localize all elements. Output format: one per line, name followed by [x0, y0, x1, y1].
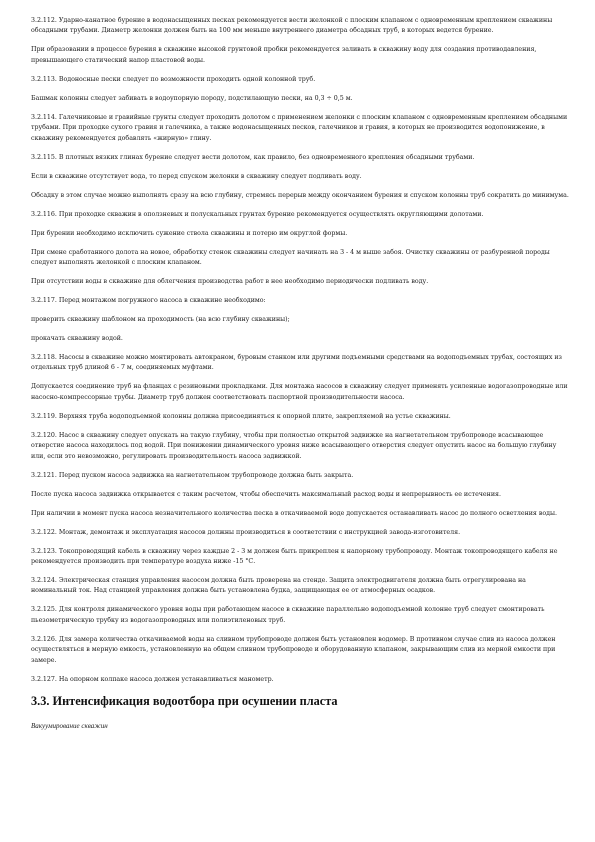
section-heading-3-3: 3.3. Интенсификация водоотбора при осушении пласта — [31, 693, 338, 708]
paragraph-bit-change: При смене сработанного долота на новое, обработку стенок скважины следует начинать на 3 - 4 м выше забоя. Очистку скважины от разбуренной породы следует выполнять желонкой с плоским клапаном. — [31, 248, 550, 267]
paragraph-3-2-119: 3.2.119. Верхняя труба водоподъемной колонны должна присоединяться к опорной плите, закрепляемой на устье скважины. — [31, 412, 451, 420]
paragraph-counterpressure: При образовании в процессе бурения в скважине высокой грунтовой пробки рекомендуется заливать в скважину воду для создания противодавления, превышающего статический напор пластовой воды. — [31, 46, 537, 64]
paragraph-add-water: Если в скважине отсутствует вода, то перед спуском желонки в скважину следует подливать воду. — [31, 172, 362, 180]
paragraph-flange-joints: Допускается соединение труб на фланцах с резиновыми прокладками. Для монтажа насосов в скважину следует применять усиленные водогазопроводные или насосно-компрессорные трубы. Диаметр труб должен соответствовать паспортной производительности насоса. — [31, 383, 568, 401]
paragraph-3-2-127: 3.2.127. На опорном колпаке насоса должен устанавливаться манометр. — [31, 675, 274, 683]
paragraph-3-2-120: 3.2.120. Насос в скважину следует опускать на такую глубину, чтобы при полностью открытой задвижке на нагнетательном трубопроводе всасывающее отверстие насоса находилось под водой. При понижении динамического уровня ниже всасывающего отверстия следует опустить насос на большую глубину или, если это невозможно, регулировать производительность насоса задвижкой. — [31, 431, 557, 460]
paragraph-3-2-122: 3.2.122. Монтаж, демонтаж и эксплуатация насосов должны производиться в соответствии с инструкцией завода-изготовителя. — [31, 528, 461, 536]
paragraph-flush-well: прокачать скважину водой. — [31, 335, 123, 343]
paragraph-3-2-117: 3.2.117. Перед монтажом погружного насоса в скважине необходимо: — [31, 297, 266, 305]
paragraph-3-2-123: 3.2.123. Токопроводящий кабель в скважину через каждые 2 - 3 м должен быть прикреплен к напорному трубопроводу. Монтаж токопроводящего кабеля не рекомендуется производить при температуре воздуха ниже -15 °С. — [31, 547, 558, 566]
paragraph-3-2-113: 3.2.113. Водоносные пески следует по возможности проходить одной колонной труб. — [31, 75, 316, 83]
paragraph-sand-presence: При наличии в момент пуска насоса незначительного количества песка в откачиваемой воде допускается останавливать насос до полного осветления воды. — [31, 509, 557, 517]
paragraph-valve-opening: После пуска насоса задвижка открывается с таким расчетом, чтобы обеспечить максимальный расход воды и непрерывность ее истечения. — [31, 490, 501, 498]
paragraph-3-2-124: 3.2.124. Электрическая станция управления насосом должна быть проверена на стенде. Защита электродвигателя должна быть отрегулирована на номинальный ток. Над станцией управления должна быть установлена будка, защищающая ее от атмосферных осадков. — [31, 577, 526, 595]
paragraph-casing-shoe: Башмак колонны следует забивать в водоупорную породу, подстилающую пески, на 0,3 ÷ 0,5 м. — [31, 94, 353, 102]
paragraph-3-2-115: 3.2.115. В плотных вязких глинах бурение следует вести долотом, как правило, без одновременного крепления обсадными трубами. — [31, 153, 475, 161]
paragraph-check-template: проверить скважину шаблоном на проходимость (на всю глубину скважины); — [31, 316, 290, 324]
paragraph-3-2-112: 3.2.112. Ударно-канатное бурение в водонасыщенных песках рекомендуется вести желонкой с плоским клапаном с одновременным креплением скважины обсадными трубами. Диаметр желонки должен быть на 100 мм меньше внутреннего диаметра обсадных труб, в которых ведется бурение. — [31, 17, 553, 35]
document-body — [31, 16, 571, 731]
paragraph-3-2-121: 3.2.121. Перед пуском насоса задвижка на нагнетательном трубопроводе должна быть закрыта. — [31, 471, 354, 479]
paragraph-no-water: При отсутствии воды в скважине для облегчения производства работ в нее необходимо периодически подливать воду. — [31, 278, 429, 286]
paragraph-casing-full-depth: Обсадку в этом случае можно выполнять сразу на всю глубину, стремясь перерыв между окончанием бурения и спуском колонны труб сократить до минимума. — [31, 191, 569, 199]
paragraph-3-2-125: 3.2.125. Для контроля динамического уровня воды при работающем насосе в скважине параллельно водоподъемной колонне труб следует смонтировать пьезометрическую трубку из водогазопроводных или полиэтиленовых труб. — [31, 606, 545, 624]
paragraph-avoid-narrowing: При бурении необходимо исключить сужение ствола скважины и потерю им округлой формы. — [31, 229, 348, 237]
paragraph-3-2-116: 3.2.116. При проходке скважин в оползневых и полускальных грунтах бурение рекомендуется осуществлять округляющими долотами. — [31, 210, 484, 218]
subsection-caption: Вакуумирование скважин — [31, 721, 108, 730]
paragraph-3-2-118: 3.2.118. Насосы в скважине можно монтировать автокраном, буровым станком или другими подъемными средствами на водоподъемных трубах, состоящих из отдельных труб длиной 6 - 7 м, соединяемых муфтами. — [31, 354, 562, 372]
paragraph-3-2-126: 3.2.126. Для замера количества откачиваемой воды на сливном трубопроводе должен быть установлен водомер. В противном случае слив из насоса должен осуществляться в мерную емкость, установленную на общем сливном трубопроводе и оборудованную клапаном, закрывающим слив из мерной емкости при замере. — [31, 635, 556, 664]
paragraph-3-2-114: 3.2.114. Галечниковые и гравийные грунты следует проходить долотом с применением желонки с плоским клапаном с одновременным креплением обсадными трубами. При проходке сухого гравия и галечника, а также водонасыщенных песков, галечников и гравия, в которых не производится водопонижение, в скважину рекомендуется добавлять «жирную» глину. — [31, 113, 568, 142]
